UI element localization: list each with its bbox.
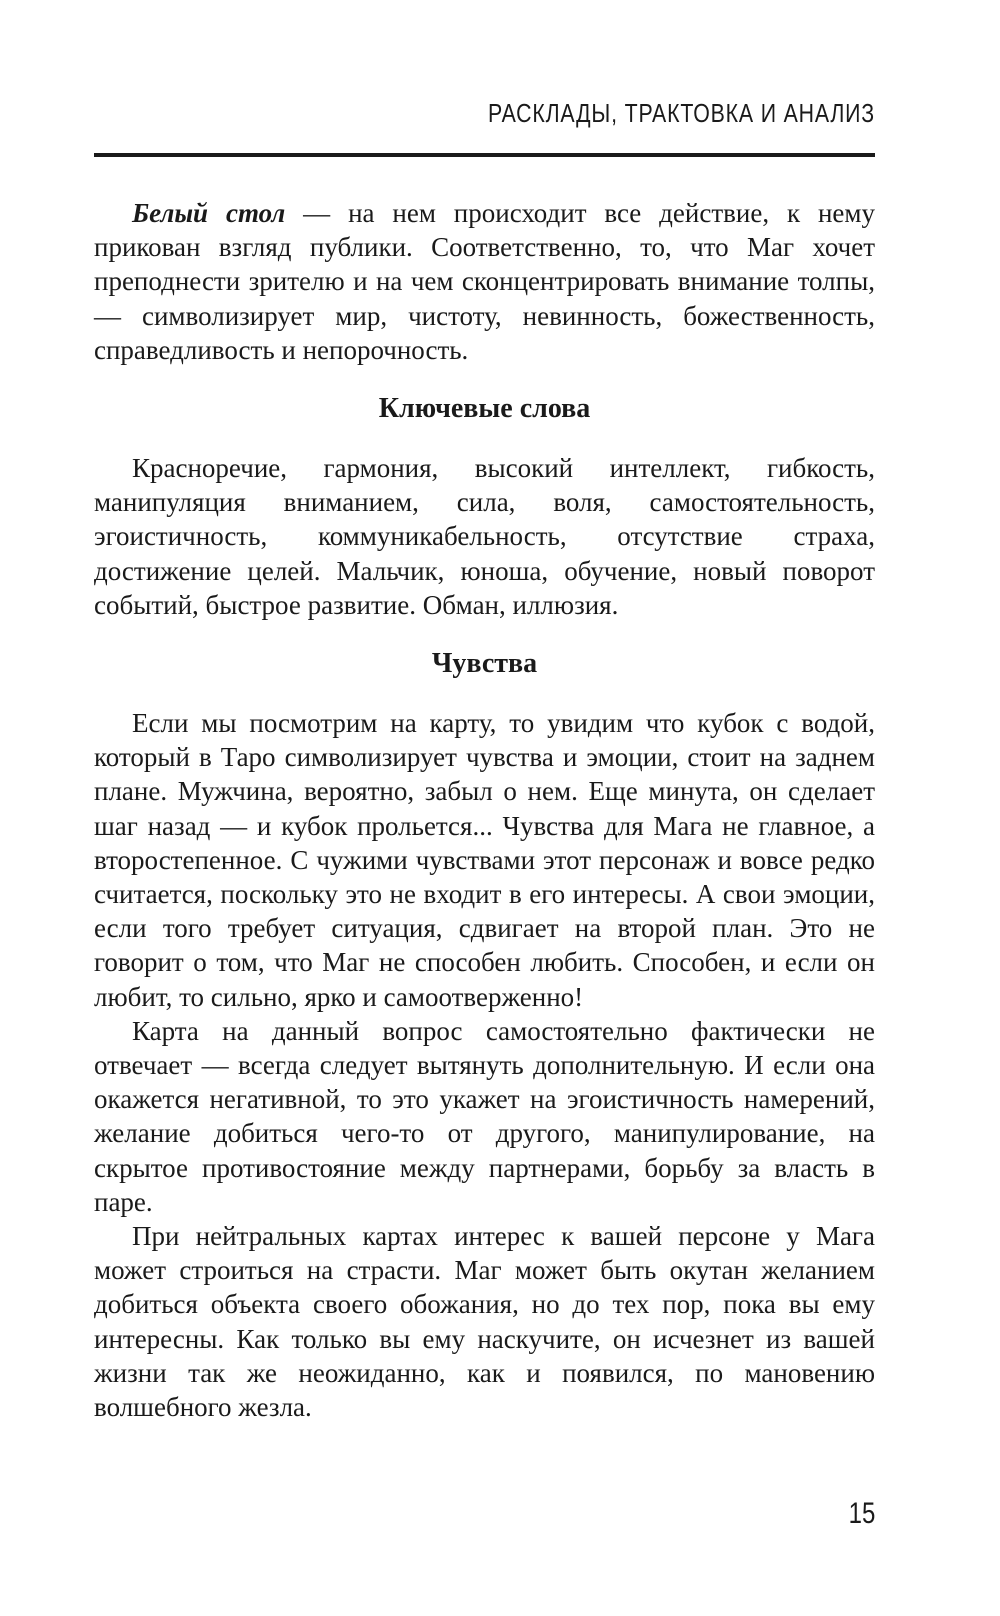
intro-term: Белый стол — [132, 198, 286, 228]
running-header: РАСКЛАДЫ, ТРАКТОВКА И АНАЛИЗ — [487, 98, 875, 128]
intro-paragraph — [94, 196, 875, 367]
keywords-heading: Ключевые слова — [378, 393, 591, 425]
feelings-paragraph-1: Если мы посмотрим на карту, то увидим что кубок с водой, который в Таро символизирует чувства и эмоции, стоит на заднем плане. Мужчина, вероятно, забыл о нем. Еще минута, он сделает шаг назад — и кубок прольется... Чувства для Мага не главное, а второстепенное. С чужими чувствами этот персонаж и вовсе редко считается, поскольку это не входит в его интересы. А свои эмоции, если того требует ситуация, сдвигает на второй план. Это не говорит о том, что Маг не способен любить. Способен, и если он любит, то сильно, ярко и самоотверженно! — [94, 708, 875, 1012]
feelings-heading: Чувства — [431, 648, 538, 680]
intro-text: — на нем происходит все действие, к нему прикован взгляд публики. Соответственно, то, что Маг хочет преподнести зрителю и на чем сконцентрировать внимание толпы, — символизирует мир, чистоту, невинность, божественность, справедливость и непорочность. — [94, 198, 875, 365]
keywords-paragraph: Красноречие, гармония, высокий интеллект, гибкость, манипуляция вниманием, сила, воля, самостоятельность, эгоистичность, коммуникабельность, отсутствие страха, достижение целей. Мальчик, юноша, обучение, новый поворот событий, быстрое развитие. Обман, иллюзия. — [94, 453, 875, 620]
page-number: 15 — [848, 1497, 875, 1530]
feelings-paragraph-3: При нейтральных картах интерес к вашей персоне у Мага может строиться на страсти. Маг может быть окутан желанием добиться объекта своего обожания, но до тех пор, пока вы ему интересны. Как только вы ему наскучите, он исчезнет из вашей жизни так же неожиданно, как и появился, по мановению волшебного жезла. — [94, 1221, 875, 1423]
feelings-paragraph-2: Карта на данный вопрос самостоятельно фактически не отвечает — всегда следует вытянуть дополнительную. И если она окажется негативной, то это укажет на эгоистичность намерений, желание добиться чего-то от другого, манипулирование, на скрытое противостояние между партнерами, борьбу за власть в паре. — [94, 1015, 875, 1217]
page-body — [94, 196, 875, 1424]
header-rule — [94, 153, 875, 157]
